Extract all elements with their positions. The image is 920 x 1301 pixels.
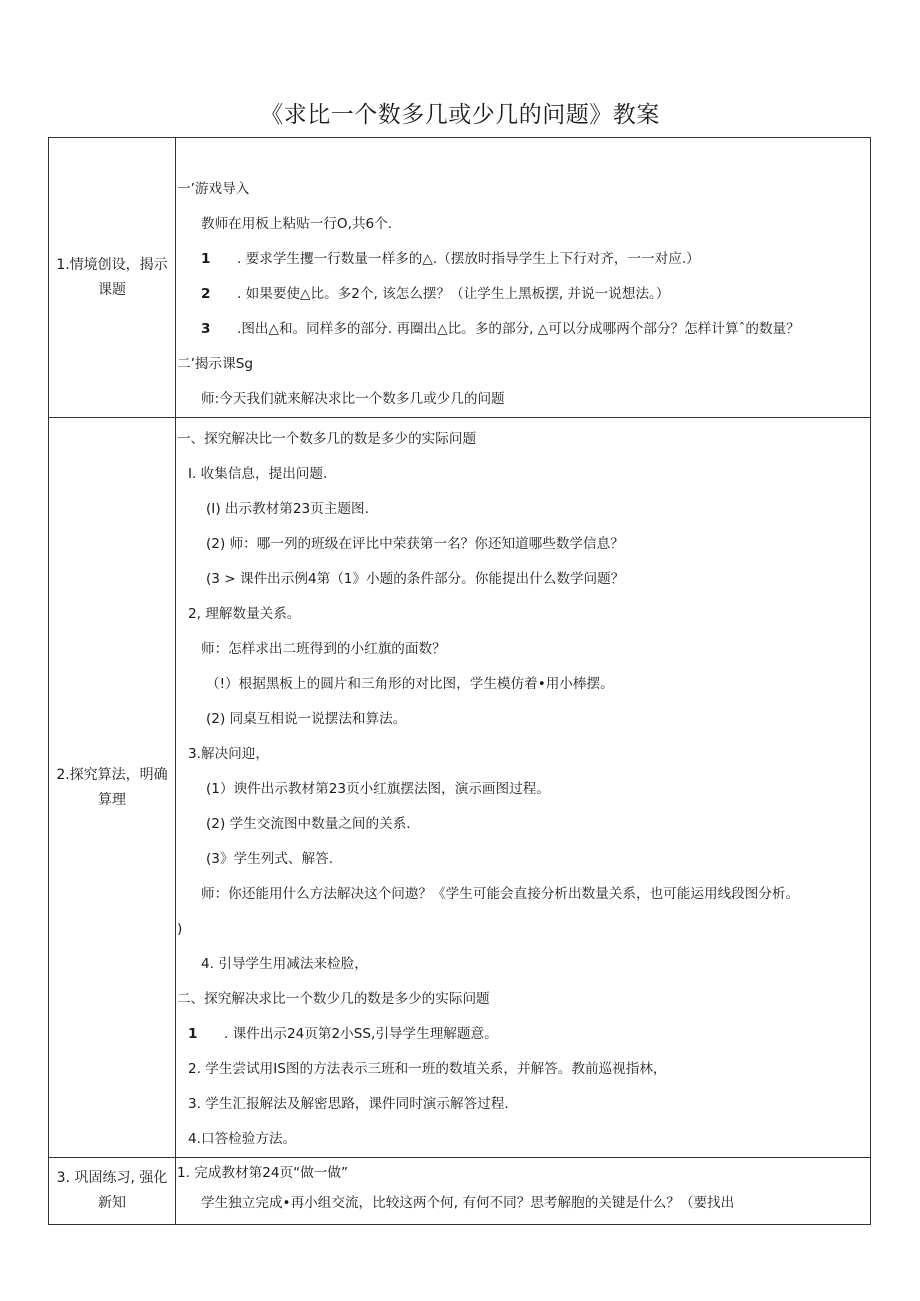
stage-content (176, 138, 871, 418)
item-number: 1 (201, 251, 211, 267)
list-item (176, 242, 870, 277)
paragraph: (3 > 课件出示例4第（1》小题的条件部分。你能提出什么数学问题？ (206, 571, 625, 587)
item-number: 1 (188, 1026, 198, 1042)
list-item (176, 277, 870, 312)
item-text: . 如果要使△比。多2个, 该怎么摆？（让学生上黑板摆, 并说一说想法。） (237, 286, 670, 302)
section-heading: 二、探究解决求比一个数少几的数是多少的实际问题 (177, 991, 490, 1007)
paragraph: I. 收集信息，提出问题. (188, 466, 328, 482)
paragraph: 3. 学生汇报解法及解密思路，课件同时演示解答过程. (188, 1096, 509, 1112)
section-heading: 一’游戏导入 (177, 181, 250, 197)
paragraph: (I) 出示教材第23页主题图. (206, 501, 369, 517)
document-title: 《求比一个数多几或少几的问题》教案 (260, 102, 660, 128)
paragraph: (3》学生列式、解答. (206, 851, 334, 867)
paragraph: 师：怎样求出二班得到的小红旗的面数？ (201, 641, 446, 657)
section-heading: 一、探究解决比一个数多几的数是多少的实际问题 (177, 431, 477, 447)
list-item (176, 312, 870, 347)
paragraph: 师:今天我们就来解决求比一个数多几或少几的问题 (201, 391, 505, 407)
paragraph: (2) 学生交流图中数量之间的关系. (206, 816, 411, 832)
section-heading: 二’揭示课Sg (177, 356, 253, 372)
paragraph: 4.口答检验方法。 (188, 1131, 297, 1147)
table-row (49, 138, 871, 418)
item-number: 3 (201, 321, 211, 337)
paragraph: 4. 引导学生用减法来检脸， (201, 956, 368, 972)
list-item (176, 1017, 870, 1052)
paragraph: 1. 完成教材第24页“做一做” (177, 1165, 349, 1181)
stage-label: 1.情境创设，揭示课题 (49, 138, 176, 418)
item-number: 2 (201, 286, 211, 302)
paragraph: 教师在用板上粘贴一行O,共6个. (201, 216, 393, 232)
stage-content (176, 418, 871, 1158)
stage-content (176, 1158, 871, 1225)
table-row (49, 418, 871, 1158)
table-row (49, 1158, 871, 1225)
stage-label: 2.探究算法，明确算理 (49, 418, 176, 1158)
item-text: . 课件出示24页第2小SS,引导学生理解题意。 (224, 1026, 498, 1042)
stage-label: 3. 巩固练习, 强化新知 (49, 1158, 176, 1225)
paragraph: (1）谀件出示教材第23页小红旗摆法图，演示画图过程。 (206, 781, 550, 797)
paragraph: (2) 师：哪一列的班级在评比中荣获第一名？你还知道哪些数学信息？ (206, 536, 624, 552)
paragraph: 3.解决问迎， (188, 746, 269, 762)
lesson-plan-table (48, 137, 871, 1225)
item-text: .图出△和。同样多的部分. 再圈出△比。多的部分, △可以分成哪两个部分？怎样计算ˆ的数量？ (237, 321, 800, 337)
paragraph: (2) 同桌互相说一说摆法和算法。 (206, 711, 407, 727)
paragraph: （!）根据黑板上的圆片和三角形的对比图，学生模仿着•用小棒摆。 (206, 676, 614, 692)
paragraph: 学生独立完成•再小组交流，比较这两个何, 有何不同？思考解胞的关键是什么？（要找出 (201, 1195, 735, 1211)
paragraph: 2, 理解数量关系。 (188, 606, 301, 622)
paragraph: 师：你还能用什么方法解决这个问遨？《学生可能会直接分析出数量关系，也可能运用线段图分析。 (201, 886, 800, 902)
item-text: . 要求学生攫一行数量一样多的△.（摆放时指导学生上下行对齐，一一对应.） (237, 251, 700, 267)
paragraph: ) (177, 921, 183, 937)
paragraph: 2. 学生尝试用IS图的方法表示三班和一班的数埴关系，并解答。教前巡视指林， (188, 1061, 667, 1077)
